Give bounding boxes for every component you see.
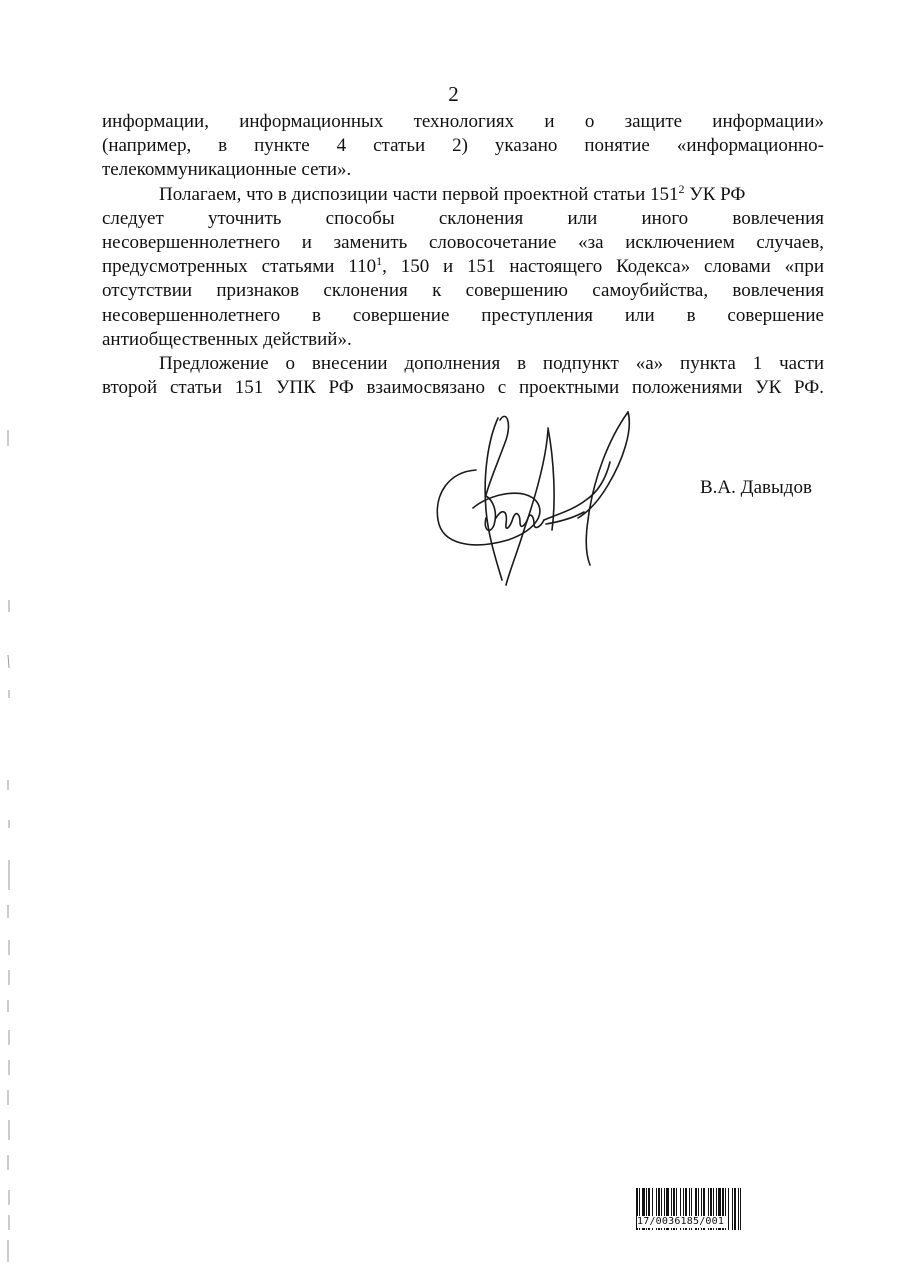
superscript: 2 [678, 181, 685, 196]
page-number: 2 [448, 82, 459, 106]
barcode [636, 1188, 842, 1230]
text-fragment: УК РФ [684, 183, 746, 205]
document-body [102, 110, 824, 400]
text-line: несовершеннолетнего в совершение преступления или в совершение [102, 304, 824, 326]
text-line: отсутствии признаков склонения к совершению самоубийства, вовлечения [102, 280, 824, 302]
barcode-bar [732, 1188, 733, 1230]
text-line [102, 183, 824, 207]
text-fragment: , 150 и 151 настоящего Кодекса» словами «при [382, 256, 824, 278]
scan-edge-marks [0, 0, 30, 1273]
barcode-number: 17/0036185/001 [637, 1216, 725, 1227]
text-fragment: Полагаем, что в диспозиции части первой проектной статьи 151 [159, 183, 679, 205]
superscript: 1 [376, 254, 383, 269]
barcode-bar [740, 1188, 741, 1230]
paragraph-1 [102, 110, 824, 183]
text-line: антиобщественных действий». [102, 328, 352, 350]
handwritten-signature [428, 400, 648, 595]
barcode-bar [738, 1188, 739, 1230]
signer-name: В.А. Давыдов [700, 477, 812, 498]
text-line: следует уточнить способы склонения или иного вовлечения [102, 207, 824, 229]
text-fragment: предусмотренных статьями 110 [102, 256, 377, 278]
text-line: несовершеннолетнего и заменить словосочетание «за исключением случаев, [102, 232, 824, 254]
paragraph-2 [102, 183, 824, 352]
text-line: (например, в пункте 4 статьи 2) указано понятие «информационно- [102, 135, 824, 157]
text-line: Предложение о внесении дополнения в подпункт «а» пункта 1 части [159, 353, 824, 375]
text-line [102, 255, 824, 279]
barcode-bar [734, 1188, 736, 1230]
text-line: телекоммуникационные сети». [102, 159, 352, 181]
barcode-bar [728, 1188, 729, 1230]
paragraph-3 [102, 352, 824, 400]
text-line: информации, информационных технологиях и о защите информации» [102, 111, 824, 132]
text-line: второй статьи 151 УПК РФ взаимосвязано с проектными положениями УК РФ. [102, 377, 824, 399]
